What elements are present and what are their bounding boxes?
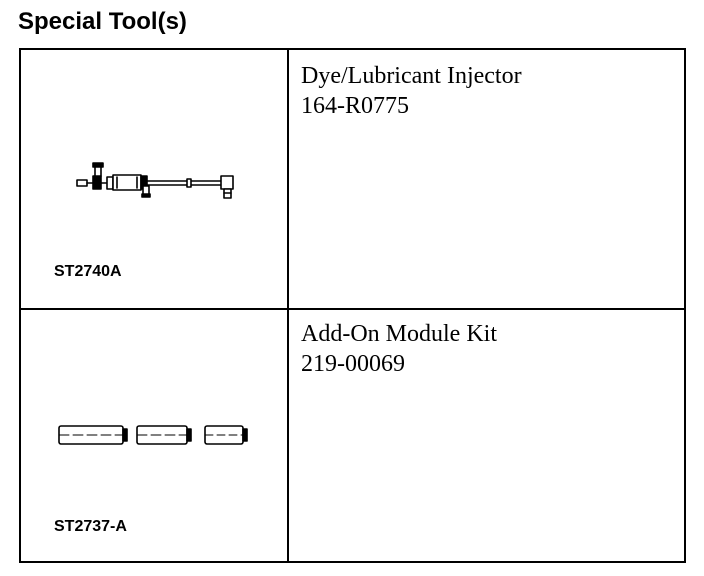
figure-code: ST2740A — [54, 263, 122, 280]
tool-number: 164-R0775 — [301, 93, 409, 119]
special-tools-table — [19, 48, 686, 563]
tool-description-cell — [289, 50, 684, 308]
tool-image-cell — [21, 50, 289, 308]
tool-row — [21, 308, 684, 561]
tool-description-cell — [289, 308, 684, 561]
page-title: Special Tool(s) — [18, 8, 187, 35]
tool-image-cell — [21, 308, 289, 561]
tool-row — [21, 50, 684, 310]
figure-code: ST2737-A — [54, 518, 127, 535]
tool-name: Dye/Lubricant Injector — [301, 63, 522, 89]
tool-name: Add-On Module Kit — [301, 321, 497, 347]
tool-number: 219-00069 — [301, 351, 405, 377]
